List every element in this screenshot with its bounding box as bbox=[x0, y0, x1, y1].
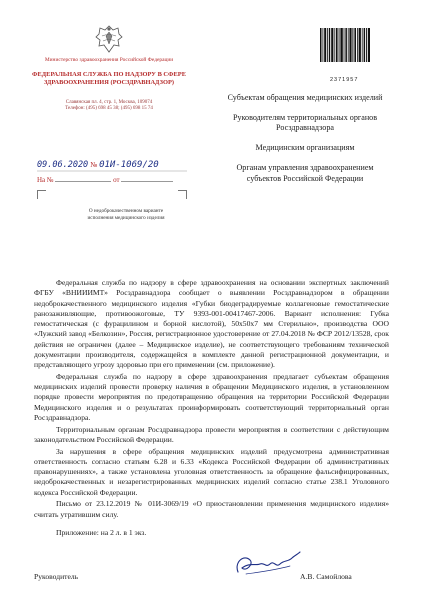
ministry-name: Министерство здравоохранения Российской Федерации bbox=[44, 57, 174, 63]
registration-line: 09.06.2020 № 01И-1069/20 bbox=[37, 160, 159, 170]
recipient-item: Субъектам обращения медицинских изделий bbox=[227, 93, 383, 102]
coat-of-arms-emblem bbox=[94, 24, 124, 54]
signer-name: А.В. Самойлова bbox=[300, 572, 352, 581]
reference-line bbox=[37, 176, 173, 184]
agency-address bbox=[30, 100, 188, 113]
barcode-number: 2371957 bbox=[330, 77, 359, 83]
reference-no-label: На № bbox=[37, 176, 54, 184]
subject-bracket-right bbox=[178, 190, 187, 199]
body-paragraph: Территориальным органам Росздравнадзора провести мероприятия в соответствии с действующим законодательством Российской Федерации. bbox=[34, 424, 389, 444]
registration-number: 01И-1069/20 bbox=[99, 160, 159, 170]
body-paragraph: Федеральная служба по надзору в сфере здравоохранения предлагает субъектам обращения медицинских изделий провести проверку наличия в обращении Медицинского изделия, в установленном порядке провести мероприятия по предотвращению обращения на территории Российской Федерации Медицинского изделия и о результатах проинформировать соответствующий территориальный орган Росздравнадзора. bbox=[34, 371, 389, 422]
attachment-note: Приложение: на 2 л. в 1 экз. bbox=[56, 528, 147, 537]
letter-subject: О недоброкачественном варианте исполнения медицинского изделия bbox=[87, 208, 165, 221]
address-line: Славянская пл. 4, стр. 1, Москва, 109074 bbox=[65, 100, 153, 105]
signer-position: Руководитель bbox=[34, 572, 79, 581]
registration-underline bbox=[37, 170, 187, 173]
body-paragraph: За нарушения в сфере обращения медицинских изделий предусмотрена административная ответственность согласно статьям 6.28 и 6.33 «Кодекса Российской Федерации об административных правонарушениях», а также установлена уголовная ответственность за обращение фальсифицированных, недоброкачественных и незарегистрированных медицинских изделий согласно статье 238.1 Уголовного кодекса Российской Федерации. bbox=[34, 446, 389, 497]
letter-body bbox=[34, 278, 389, 521]
handwritten-signature bbox=[232, 548, 304, 580]
phone-line: Телефон: (495) 698 45 38; (495) 698 15 74 bbox=[65, 106, 153, 112]
recipient-item: Медицинским организациям bbox=[255, 143, 355, 153]
reference-from-label: от bbox=[113, 176, 120, 184]
recipient-item: Органам управления здравоохранением субъектов Российской Федерации bbox=[236, 163, 374, 183]
body-paragraph: Письмо от 23.12.2019 № 01И-3069/19 «О приостановлении применения медицинского изделия» считать утратившим силу. bbox=[34, 499, 389, 519]
subject-bracket-left bbox=[37, 190, 46, 199]
recipients-block bbox=[226, 93, 384, 194]
registration-date: 09.06.2020 bbox=[37, 160, 89, 170]
recipient-item: Руководителям территориальных органов Росздравнадзора bbox=[232, 113, 378, 133]
barcode bbox=[320, 28, 370, 62]
agency-name: ФЕДЕРАЛЬНАЯ СЛУЖБА ПО НАДЗОРУ В СФЕРЕ ЗДРАВООХРАНЕНИЯ (РОСЗДРАВНАДЗОР) bbox=[32, 71, 186, 86]
body-paragraph: Федеральная служба по надзору в сфере здравоохранения на основании экспертных заключений ФГБУ «ВНИИИМТ» Росздравнадзора сообщает о выявлении Росздравнадзором в обращении недоброкачественного медицинского изделия «Губки биодеградируемые коллагеновые гемостатические ранозаживляющие, противоожоговые, ТУ 9393-001-00417467-2006. Вариант исполнения: Губка гемостатическая (с фурацилином и борной кислотой), 50x50x7 мм Стерильно», производства ООО «Лужский завод «Белкозин», Россия, регистрационное удостоверение от 27.04.2018 № ФСР 2012/13528, срок действия не ограничен (далее – Медицинское изделие), не соответствующего требованиям технической документации производителя, содержащейся в комплекте данной регистрационной документации, и представляющего угрозу здоровью при его применении (см. приложение). bbox=[34, 278, 389, 369]
